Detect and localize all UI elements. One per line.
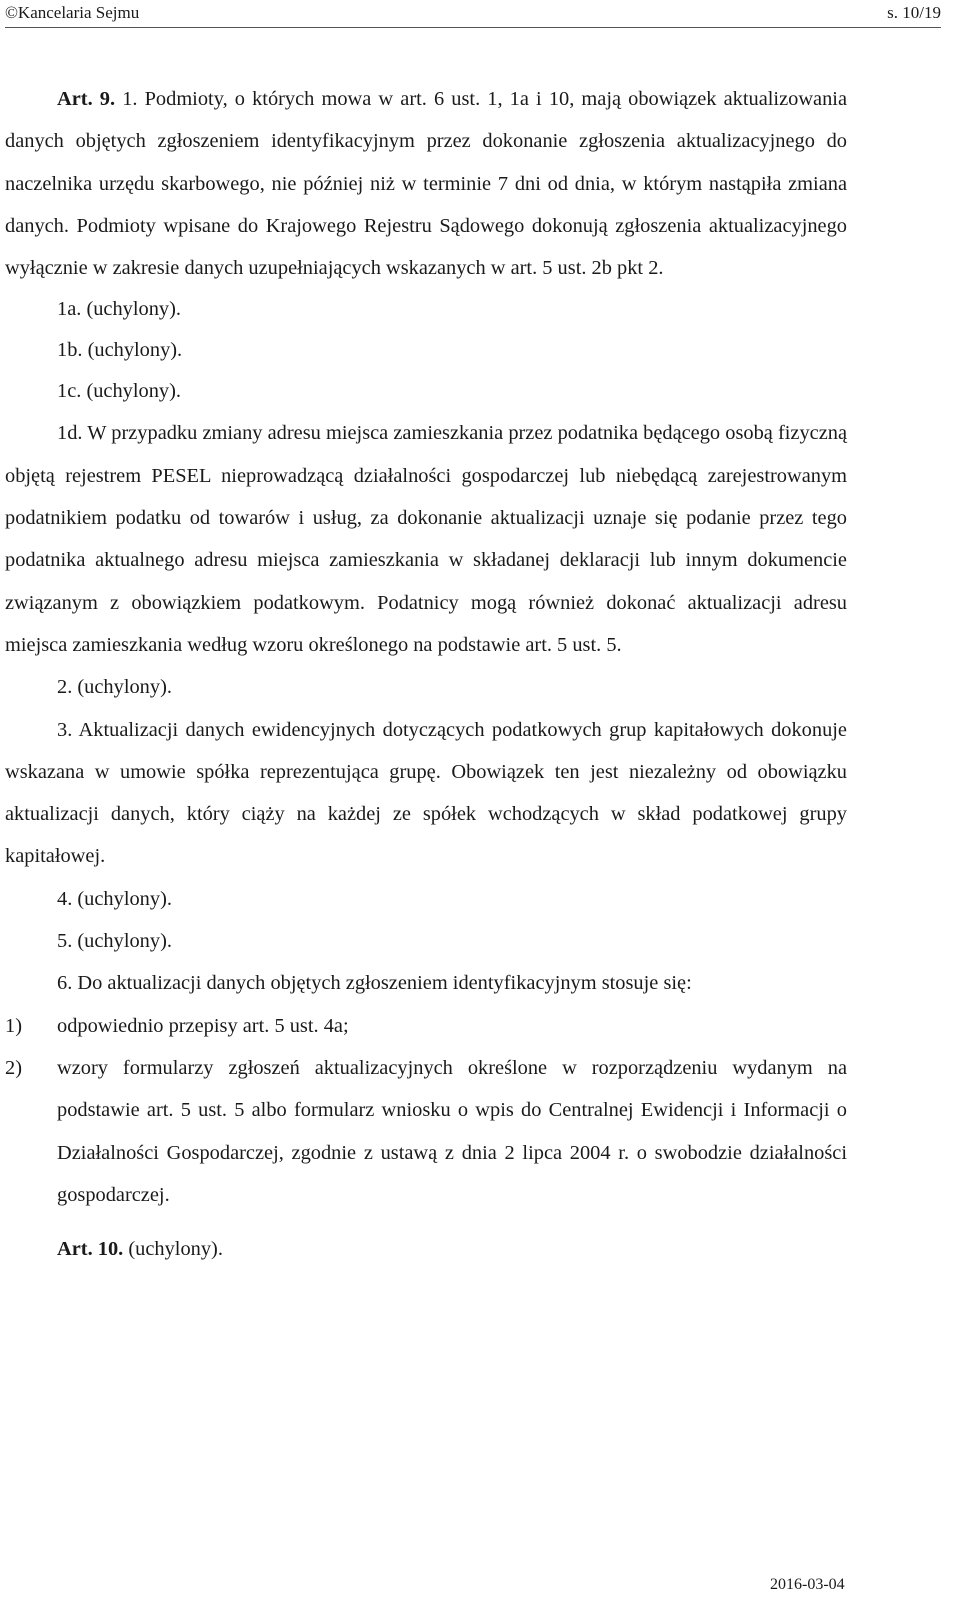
art9-paragraph-1a: 1a. (uchylony).: [57, 298, 182, 321]
art9-paragraph-1: [5, 78, 847, 289]
art9-paragraph-1b: 1b. (uchylony).: [57, 339, 183, 362]
art9-paragraph-4: 4. (uchylony).: [57, 887, 172, 910]
list-item: [5, 1047, 847, 1216]
header-source: ©Kancelaria Sejmu: [5, 3, 140, 22]
footer-date: 2016-03-04: [770, 1576, 845, 1593]
list-item-text: wzory formularzy zgłoszeń aktualizacyjnych określone w rozporządzeniu wydanym na podstawie art. 5 ust. 5 albo formularz wniosku o wpis do Centralnej Ewidencji i Informacji o Działalności Gospodarczej, zgodnie z ustawą z dnia 2 lipca 2004 r. o swobodzie działalności gospodarczej.: [57, 1056, 847, 1206]
art9-label: Art. 9.: [57, 88, 116, 110]
document-body: [5, 78, 847, 1270]
list-item-number: 2): [5, 1056, 22, 1079]
header-page-number: s. 10/19: [887, 3, 941, 22]
art9-paragraph-6: 6. Do aktualizacji danych objętych zgłoszeniem identyfikacyjnym stosuje się:: [57, 972, 692, 995]
art9-paragraph-1d: 1d. W przypadku zmiany adresu miejsca zamieszkania przez podatnika będącego osobą fizyczną objętą rejestrem PESEL nieprowadzącą działalności gospodarczej lub niebędącą zarejestrowanym podatnikiem podatku od towarów i usług, za dokonanie aktualizacji uznaje się podanie przez tego podatnika aktualnego adresu miejsca zamieszkania w składanej deklaracji lub innym dokumencie związanym z obowiązkiem podatkowym. Podatnicy mogą również dokonać aktualizacji adresu miejsca zamieszkania według wzoru określonego na podstawie art. 5 ust. 5.: [5, 422, 847, 656]
list-item-text: odpowiednio przepisy art. 5 ust. 4a;: [57, 1014, 349, 1037]
list-item-number: 1): [5, 1014, 22, 1037]
art10-paragraph: [5, 1228, 847, 1270]
art9-paragraph-5: 5. (uchylony).: [57, 930, 172, 953]
art10-text: (uchylony).: [123, 1238, 223, 1261]
page-header: [5, 0, 941, 28]
list-item: [5, 1005, 847, 1047]
art9-p1-text: 1. Podmioty, o których mowa w art. 6 ust. 1, 1a i 10, mają obowiązek aktualizowania danych objętych zgłoszeniem identyfikacyjnym przez dokonanie zgłoszenia aktualizacyjnego do naczelnika urzędu skarbowego, nie później niż w terminie 7 dni od dnia, w którym nastąpiła zmiana danych. Podmioty wpisane do Krajowego Rejestru Sądowego dokonują zgłoszenia aktualizacyjnego wyłącznie w zakresie danych uzupełniających wskazanych w art. 5 ust. 2b pkt 2.: [5, 88, 848, 280]
art9-paragraph-2: 2. (uchylony).: [57, 676, 172, 699]
art10-label: Art. 10.: [57, 1238, 124, 1261]
art9-paragraph-1c: 1c. (uchylony).: [57, 380, 182, 403]
art9-paragraph-3: 3. Aktualizacji danych ewidencyjnych dotyczących podatkowych grup kapitałowych dokonuje wskazana w umowie spółka reprezentująca grupę. Obowiązek ten jest niezależny od obowiązku aktualizacji danych, który ciąży na każdej ze spółek wchodzących w skład podatkowej grupy kapitałowej.: [5, 718, 847, 868]
